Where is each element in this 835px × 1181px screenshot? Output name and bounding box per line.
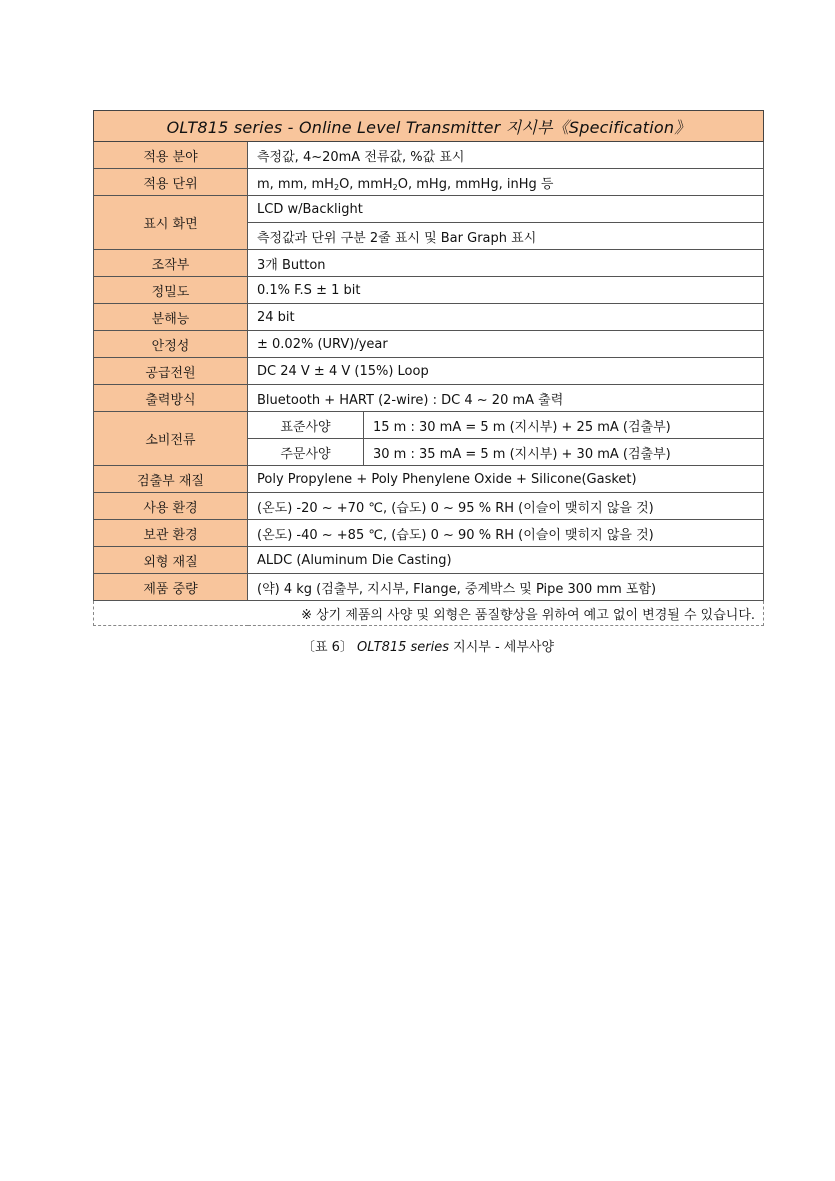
row-value: 측정값, 4~20mA 전류값, %값 표시 [248,142,764,169]
row-label: 표시 화면 [94,196,248,250]
table-row [94,574,764,601]
row-value [248,169,764,196]
caption-prefix: 〔표 6〕 [301,640,353,655]
row-label: 출력방식 [94,385,248,412]
table-row [94,520,764,547]
table-row [94,412,764,439]
row-value: (온도) -20 ~ +70 ℃, (습도) 0 ~ 95 % RH (이슬이 맺히지 않을 것) [248,493,764,520]
row-value: DC 24 V ± 4 V (15%) Loop [248,358,764,385]
table-row [94,385,764,412]
row-label: 적용 분야 [94,142,248,169]
row-value: 3개 Button [248,250,764,277]
unit-subscript: 2 [392,182,398,192]
row-label: 사용 환경 [94,493,248,520]
table-title: OLT815 series - Online Level Transmitter 지시부《Specification》 [94,111,764,142]
sub-label-standard: 표준사양 [248,412,364,439]
row-value: LCD w/Backlight [248,196,764,223]
row-label: 외형 재질 [94,547,248,574]
unit-text-b: O, mmH [339,176,393,192]
row-value: Bluetooth + HART (2-wire) : DC 4 ~ 20 mA 출력 [248,385,764,412]
row-label: 분해능 [94,304,248,331]
table-row [94,196,764,223]
table-row [94,466,764,493]
caption-model: OLT815 series [357,640,450,655]
row-value: 측정값과 단위 구분 2줄 표시 및 Bar Graph 표시 [248,223,764,250]
sub-value-custom: 30 m : 35 mA = 5 m (지시부) + 30 mA (검출부) [364,439,764,466]
table-row [94,277,764,304]
table-row [94,142,764,169]
unit-text-c: O, mHg, mmHg, inHg 등 [397,176,554,192]
row-label: 적용 단위 [94,169,248,196]
row-label: 조작부 [94,250,248,277]
row-value: Poly Propylene + Poly Phenylene Oxide + Silicone(Gasket) [248,466,764,493]
sub-value-standard: 15 m : 30 mA = 5 m (지시부) + 25 mA (검출부) [364,412,764,439]
row-value: ± 0.02% (URV)/year [248,331,764,358]
row-label: 보관 환경 [94,520,248,547]
row-label: 제품 중량 [94,574,248,601]
row-label: 검출부 재질 [94,466,248,493]
table-row [94,331,764,358]
table-row [94,304,764,331]
sub-label-custom: 주문사양 [248,439,364,466]
row-value: (약) 4 kg (검출부, 지시부, Flange, 중계박스 및 Pipe 300 mm 포함) [248,574,764,601]
row-label: 정밀도 [94,277,248,304]
spec-table [93,110,764,626]
row-label: 안정성 [94,331,248,358]
table-row [94,250,764,277]
table-row [94,169,764,196]
table-row [94,547,764,574]
row-label: 공급전원 [94,358,248,385]
table-row [94,493,764,520]
unit-text-a: m, mm, mH [257,176,334,192]
caption-suffix: 지시부 - 세부사양 [453,640,555,655]
table-row [94,358,764,385]
table-caption [93,636,763,655]
unit-subscript: 2 [333,182,340,192]
row-value: (온도) -40 ~ +85 ℃, (습도) 0 ~ 90 % RH (이슬이 맺히지 않을 것) [248,520,764,547]
row-value: 0.1% F.S ± 1 bit [248,277,764,304]
disclaimer-note: ※ 상기 제품의 사양 및 외형은 품질향상을 위하여 예고 없이 변경될 수 있습니다. [94,601,764,626]
row-label: 소비전류 [94,412,248,466]
row-value: 24 bit [248,304,764,331]
row-value: ALDC (Aluminum Die Casting) [248,547,764,574]
